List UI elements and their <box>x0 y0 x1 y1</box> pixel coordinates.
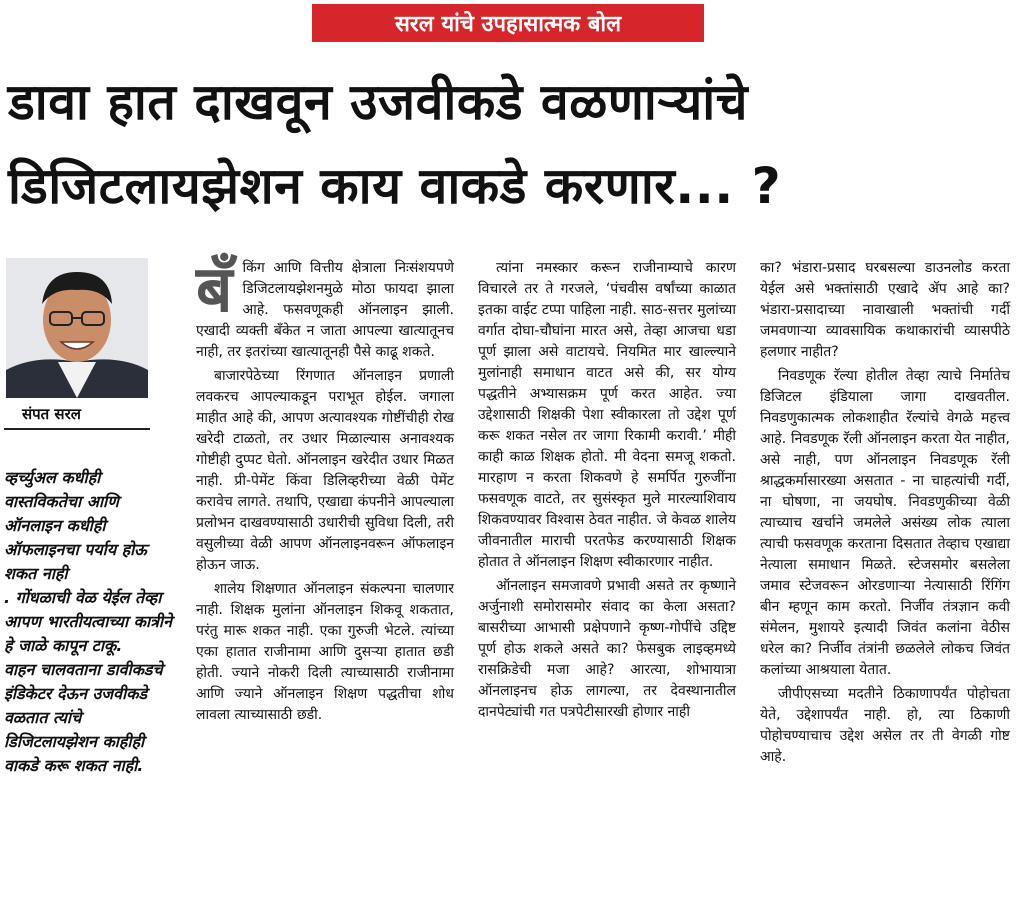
pull-quote-part-1: व्हर्च्युअल कधीही वास्तविकतेचा आणि ऑनलाइन कधीही ऑफलाइनचा पर्याय होऊ शकत नाही <box>4 468 147 583</box>
pull-quote-part-3: वाहन चालवताना डावीकडचे इंडिकेटर देऊन उजवीकडे वळतात त्यांचे डिजिटलायझेशन काहीही वाकडे करू शकत नाही. <box>4 660 163 775</box>
paragraph: त्यांना नमस्कार करून राजीनाम्याचे कारण विचारले तर ते गरजले, ‘पंचवीस वर्षांच्या काळात इतका वाईट टप्पा पाहिला नाही. साठ-सत्तर मुलांच्या वर्गात दोघा-चौघांना मारत असे, तेव्हा आजचा धडा पूर्ण झाला असे वाटायचे. नियमित मार खाल्ल्याने मुलांनाही समाधान वाटत असे की, सर योग्य पद्धतीने अभ्यासक्रम पूर्ण करत आहेत. ज्या उद्देशासाठी शिक्षकी पेशा स्वीकारला तो उद्देश पूर्ण करू शकत नसेल तर जागा रिकामी करावी.’ मीही काही काळ शिक्षक होतो. मी वेदना समजू शकतो. मारहाण न करता शिकवणे हे समर्पित गुरुजींना फसवणूक वाटते, तर सुसंस्कृत मुले मारल्याशिवाय शिकवण्यावर विश्वास ठेवत नाहीत. जे केवळ शालेय जीवनातील माराची परतफेड करण्यासाठी शिक्षक होतात ते ऑनलाइन शिक्षण स्वीकारणार नाहीत. <box>478 260 736 570</box>
paragraph: निवडणूक रॅल्या होतील तेव्हा त्याचे निर्मातेच डिजिटल इंडियाला जागा दाखवतील. निवडणुकात्मक लोकशाहीत रॅल्यांचे वेगळे महत्त्व आहे. निवडणूक रॅली ऑनलाइन करता येत नाहीत, असे नाही, पण ऑनलाइन निवडणूक रॅली श्राद्धकर्मासारख्या असतात - ना चाहत्यांची गर्दी, ना घोषणा, ना जयघोष. निवडणुकीच्या वेळी त्याच्याच खर्चाने जमलेले असंख्य लोक त्याला त्याची फसवणूक करताना दिसतात तेव्हाच एखाद्या नेत्याला समाधान मिळते. स्टेजसमोर बसलेला जमाव स्टेजवरून ओरडणाऱ्या नेत्यासाठी रिंगिंग बीन म्हणून काम करतो. निर्जीव तंत्रज्ञान कवी संमेलन, मुशायरे इत्यादी जिवंत कलांना वेठीस धरेल का? निर्जीव तंत्रांनी छळलेले लोकच जिवंत कलांच्या आश्रयाला येतात. <box>760 368 1010 678</box>
paragraph: का? भंडारा-प्रसाद घरबसल्या डाउनलोड करता येईल असे भक्तांसाठी एखादे ॲप आहे का? भंडारा-प्रसादाच्या नावाखाली भक्तांची गर्दी जमवणाऱ्या व्यावसायिक कथाकारांची व्यासपीठे हलणार नाहीत? <box>760 260 1010 360</box>
author-photo <box>6 258 148 398</box>
author-portrait-icon <box>6 258 148 398</box>
paragraph: किंग आणि वित्तीय क्षेत्राला निःसंशयपणे डिजिटलायझेशनमुळे मोठा फायदा झाला आहे. फसवणूकही ऑनलाइन झाली. एखादी व्यक्ती बँकेत न जाता आपल्या खात्यातूनच नाही, तर इतरांच्या खात्यातूनही पैसे काढू शकते. <box>196 260 454 360</box>
section-kicker: सरल यांचे उपहासात्मक बोल <box>312 4 704 42</box>
headline-line-1: डावा हात दाखवून उजवीकडे वळणाऱ्यांचे <box>8 73 748 131</box>
paragraph: जीपीएसच्या मदतीने ठिकाणापर्यंत पोहोचता येते, उद्देशापर्यंत नाही. हो, त्या ठिकाणी पोहोचण्याचाच उद्देश असेल तर ती वेगळी गोष्ट आहे. <box>760 686 1010 765</box>
pull-quote-part-2: . गोंधळाची वेळ येईल तेव्हा आपण भारतीयत्वाच्या कात्रीने हे जाळे कापून टाकू. <box>4 588 172 655</box>
headline-line-2: डिजिटलायझेशन काय वाकडे करणार... ? <box>8 157 782 215</box>
article-column-3 <box>760 258 1010 771</box>
paragraph: शालेय शिक्षणात ऑनलाइन संकल्पना चालणार नाही. शिक्षक मुलांना ऑनलाइन शिकवू शकतात, परंतु मारू शकत नाही. एका गुरुजी भेटले. त्यांच्या एका हातात राजीनामा आणि दुसऱ्या हातात छडी होती. ज्याने नोकरी दिली त्याच्यासाठी राजीनामा आणि ज्याने ऑनलाइन शिक्षण पद्धतीचा शोध लावला त्याच्यासाठी छडी. <box>196 581 454 723</box>
article-column-2 <box>478 258 736 726</box>
drop-cap: बँ <box>196 253 233 327</box>
author-byline: संपत सरल <box>22 405 81 423</box>
paragraph: बाजारपेठेच्या रिंगणात ऑनलाइन प्रणाली लवकरच आपल्याकडून पराभूत होईल. जगाला माहीत आहे की, आपण अत्यावश्यक गोष्टींचीही रोख खरेदी टाळतो, तर उधार मिळाल्यास अनावश्यक गोष्टीही दुप्पट घेतो. ऑनलाइन खरेदीत उधार मिळत नाही. प्री-पेमेंट किंवा डिलिव्हरीच्या वेळी पेमेंट करावेच लागते. तथापि, एखाद्या कंपनीने आपल्याला प्रलोभन दाखवण्यासाठी उधारीची सुविधा दिली, तरी वसुलीच्या वेळी आपण ऑनलाइनवरून ऑफलाइन होऊन जाऊ. <box>196 368 454 573</box>
pull-quote <box>4 466 172 778</box>
byline-divider <box>4 428 150 430</box>
paragraph: ऑनलाइन समजावणे प्रभावी असते तर कृष्णाने अर्जुनाशी समोरासमोर संवाद का केला असता? बासरीच्या आभासी प्रक्षेपणाने कृष्ण-गोपींचे उद्दिष्ट पूर्ण होऊ शकले असते का? फेसबुक लाइव्हमध्ये रासक्रिडेची मजा आहे? आरत्या, शोभायात्रा ऑनलाइनच होऊ लागल्या, तर देवस्थानातील दानपेट्यांची गत पत्रपेटीसारखी होणार नाही <box>478 578 736 720</box>
article-column-1 <box>196 253 454 729</box>
